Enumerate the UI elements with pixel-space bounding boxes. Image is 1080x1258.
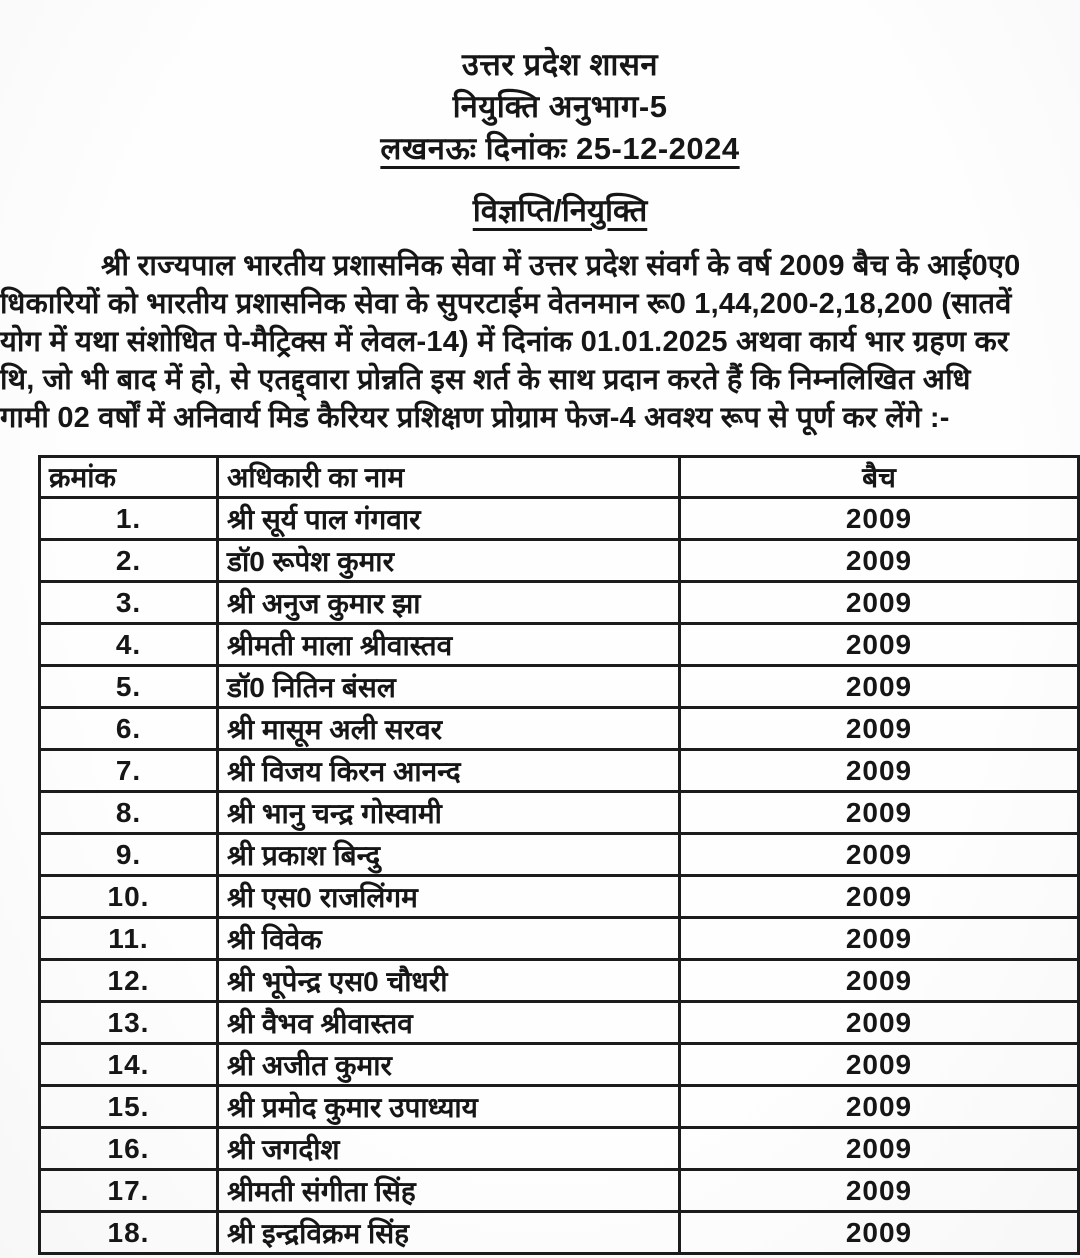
paragraph-line: योग में यथा संशोधित पे-मैट्रिक्स में लेवल-14) में दिनांक 01.01.2025 अथवा कार्य भार ग्रहण कर: [0, 326, 1009, 358]
row-officer-name: श्री अनुज कुमार झा: [218, 582, 680, 624]
table-row: [40, 666, 1079, 708]
table-row: [40, 582, 1079, 624]
row-serial-number: 7.: [40, 750, 218, 792]
officers-table-header: [40, 457, 1079, 498]
row-serial-number: 4.: [40, 624, 218, 666]
row-serial-number: 8.: [40, 792, 218, 834]
row-serial-number: 6.: [40, 708, 218, 750]
row-officer-name: श्री अजीत कुमार: [218, 1044, 680, 1086]
row-batch-year: 2009: [680, 498, 1079, 540]
government-title: उत्तर प्रदेश शासन: [461, 47, 659, 82]
row-batch-year: 2009: [680, 834, 1079, 876]
row-officer-name: श्री विवेक: [218, 918, 680, 960]
row-batch-year: 2009: [680, 1128, 1079, 1170]
column-header-batch: बैच: [680, 457, 1079, 498]
row-officer-name: श्री वैभव श्रीवास्तव: [218, 1002, 680, 1044]
row-serial-number: 16.: [40, 1128, 218, 1170]
table-row: [40, 792, 1079, 834]
row-batch-year: 2009: [680, 1212, 1079, 1254]
table-row: [40, 1212, 1079, 1254]
letterhead: [0, 44, 1080, 231]
row-serial-number: 9.: [40, 834, 218, 876]
row-serial-number: 12.: [40, 960, 218, 1002]
row-batch-year: 2009: [680, 918, 1079, 960]
column-header-serial: क्रमांक: [40, 457, 218, 498]
table-row: [40, 918, 1079, 960]
row-officer-name: श्री विजय किरन आनन्द: [218, 750, 680, 792]
row-serial-number: 14.: [40, 1044, 218, 1086]
row-batch-year: 2009: [680, 960, 1079, 1002]
paragraph-line: थि, जो भी बाद में हो, से एतद्द्वारा प्रोन्नति इस शर्त के साथ प्रदान करते हैं कि निम्नलिखित अधि: [0, 364, 971, 396]
row-batch-year: 2009: [680, 1044, 1079, 1086]
table-row: [40, 750, 1079, 792]
row-batch-year: 2009: [680, 792, 1079, 834]
row-officer-name: श्री सूर्य पाल गंगवार: [218, 498, 680, 540]
row-batch-year: 2009: [680, 1086, 1079, 1128]
row-batch-year: 2009: [680, 1170, 1079, 1212]
place-date-line: लखनऊः दिनांकः 25-12-2024: [380, 131, 740, 166]
column-header-officer-name: अधिकारी का नाम: [218, 457, 680, 498]
row-officer-name: श्री मासूम अली सरवर: [218, 708, 680, 750]
row-officer-name: श्री भानु चन्द्र गोस्वामी: [218, 792, 680, 834]
row-serial-number: 2.: [40, 540, 218, 582]
table-row: [40, 624, 1079, 666]
department-section-line: नियुक्ति अनुभाग-5: [452, 89, 668, 124]
row-officer-name: श्री प्रकाश बिन्दु: [218, 834, 680, 876]
officers-table-body: [40, 498, 1079, 1254]
row-serial-number: 11.: [40, 918, 218, 960]
table-row: [40, 1086, 1079, 1128]
row-serial-number: 10.: [40, 876, 218, 918]
row-batch-year: 2009: [680, 666, 1079, 708]
row-officer-name: डॉ0 रूपेश कुमार: [218, 540, 680, 582]
table-row: [40, 1128, 1079, 1170]
row-officer-name: डॉ0 नितिन बंसल: [218, 666, 680, 708]
table-row: [40, 1044, 1079, 1086]
table-row: [40, 708, 1079, 750]
paragraph-line: गामी 02 वर्षों में अनिवार्य मिड कैरियर प्रशिक्षण प्रोग्राम फेज-4 अवश्य रूप से पूर्ण कर लेंगे :-: [0, 402, 950, 434]
row-serial-number: 15.: [40, 1086, 218, 1128]
row-serial-number: 1.: [40, 498, 218, 540]
row-serial-number: 3.: [40, 582, 218, 624]
row-officer-name: श्री प्रमोद कुमार उपाध्याय: [218, 1086, 680, 1128]
row-officer-name: श्री भूपेन्द्र एस0 चौधरी: [218, 960, 680, 1002]
table-row: [40, 1002, 1079, 1044]
row-serial-number: 17.: [40, 1170, 218, 1212]
row-batch-year: 2009: [680, 624, 1079, 666]
paragraph-line: धिकारियों को भारतीय प्रशासनिक सेवा के सुपरटाईम वेतनमान रू0 1,44,200-2,18,200 (सातवें: [0, 288, 1012, 320]
table-row: [40, 960, 1079, 1002]
table-row: [40, 1170, 1079, 1212]
table-row: [40, 540, 1079, 582]
paragraph-line: श्री राज्यपाल भारतीय प्रशासनिक सेवा में उत्तर प्रदेश संवर्ग के वर्ष 2009 बैच के आई0ए0: [101, 250, 1021, 282]
body-paragraph: [0, 247, 1080, 443]
row-officer-name: श्री जगदीश: [218, 1128, 680, 1170]
row-serial-number: 18.: [40, 1212, 218, 1254]
officers-table: [38, 455, 1080, 1255]
table-row: [40, 498, 1079, 540]
row-batch-year: 2009: [680, 708, 1079, 750]
table-row: [40, 876, 1079, 918]
subject-title: विज्ञप्ति/नियुक्ति: [472, 193, 648, 228]
table-row: [40, 834, 1079, 876]
row-batch-year: 2009: [680, 876, 1079, 918]
header-row: [40, 457, 1079, 498]
row-batch-year: 2009: [680, 750, 1079, 792]
row-officer-name: श्री इन्द्रविक्रम सिंह: [218, 1212, 680, 1254]
row-officer-name: श्री एस0 राजलिंगम: [218, 876, 680, 918]
row-serial-number: 13.: [40, 1002, 218, 1044]
row-serial-number: 5.: [40, 666, 218, 708]
row-batch-year: 2009: [680, 540, 1079, 582]
row-batch-year: 2009: [680, 582, 1079, 624]
row-officer-name: श्रीमती माला श्रीवास्तव: [218, 624, 680, 666]
row-officer-name: श्रीमती संगीता सिंह: [218, 1170, 680, 1212]
row-batch-year: 2009: [680, 1002, 1079, 1044]
